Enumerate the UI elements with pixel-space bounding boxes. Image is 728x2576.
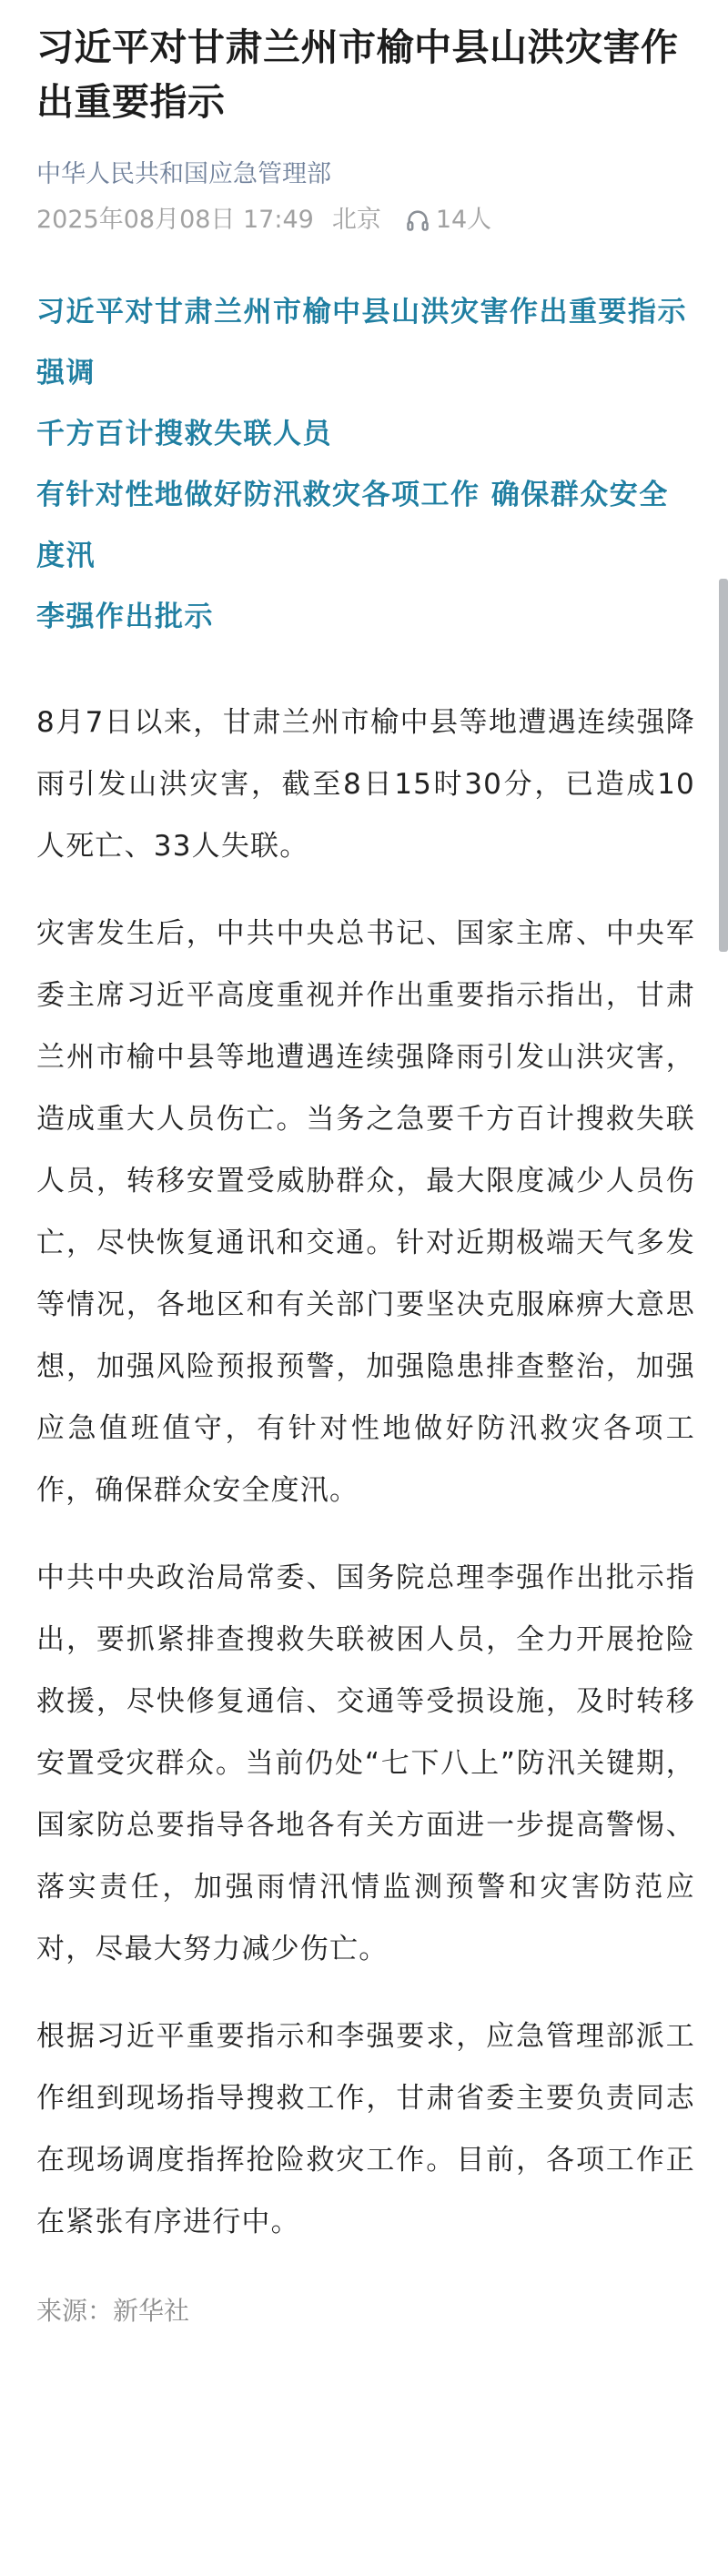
highlight-list [36, 282, 695, 648]
article-meta [36, 204, 695, 237]
highlight-line: 有针对性地做好防汛救灾各项工作 确保群众安全度汛 [36, 479, 669, 572]
highlight-line: 习近平对甘肃兰州市榆中县山洪灾害作出重要指示强调 [36, 296, 687, 389]
listener-count: 14人 [435, 206, 492, 234]
highlight-line: 李强作出批示 [36, 601, 214, 633]
scrollbar-thumb[interactable] [719, 579, 728, 952]
article-paragraph: 8月7日以来，甘肃兰州市榆中县等地遭遇连续强降雨引发山洪灾害，截至8日15时30分，已造成10人死亡、33人失联。 [36, 706, 695, 863]
article-paragraph: 中共中央政治局常委、国务院总理李强作出批示指出，要抓紧排查搜救失联被困人员，全力开展抢险救援，尽快修复通信、交通等受损设施，及时转移安置受灾群众。当前仍处“七下八上”防汛关键期，国家防总要指导各地各有关方面进一步提高警惕、落实责任，加强雨情汛情监测预警和灾害防范应对，尽最大努力减少伤亡。 [36, 1561, 695, 1965]
article-paragraph: 根据习近平重要指示和李强要求，应急管理部派工作组到现场指导搜救工作，甘肃省委主要负责同志在现场调度指挥抢险救灾工作。目前，各项工作正在紧张有序进行中。 [36, 2020, 695, 2238]
article-source[interactable]: 中华人民共和国应急管理部 [36, 160, 331, 188]
article-paragraph: 灾害发生后，中共中央总书记、国家主席、中央军委主席习近平高度重视并作出重要指示指出，甘肃兰州市榆中县等地遭遇连续强降雨引发山洪灾害，造成重大人员伤亡。当务之急要千方百计搜救失联人员，转移安置受威胁群众，最大限度减少人员伤亡，尽快恢复通讯和交通。针对近期极端天气多发等情况，各地区和有关部门要坚决克服麻痹大意思想，加强风险预报预警，加强隐患排查整治，加强应急值班值守，有针对性地做好防汛救灾各项工作，确保群众安全度汛。 [36, 917, 695, 1507]
publish-location: 北京 [331, 206, 381, 234]
article-title: 习近平对甘肃兰州市榆中县山洪灾害作出重要指示 [36, 25, 679, 124]
article-page [36, 0, 695, 2329]
article-credit: 来源：新华社 [36, 2296, 190, 2326]
publish-date: 2025年08月08日 17:49 [36, 206, 314, 234]
highlight-line: 千方百计搜救失联人员 [36, 418, 332, 450]
headphone-icon[interactable] [405, 207, 430, 233]
